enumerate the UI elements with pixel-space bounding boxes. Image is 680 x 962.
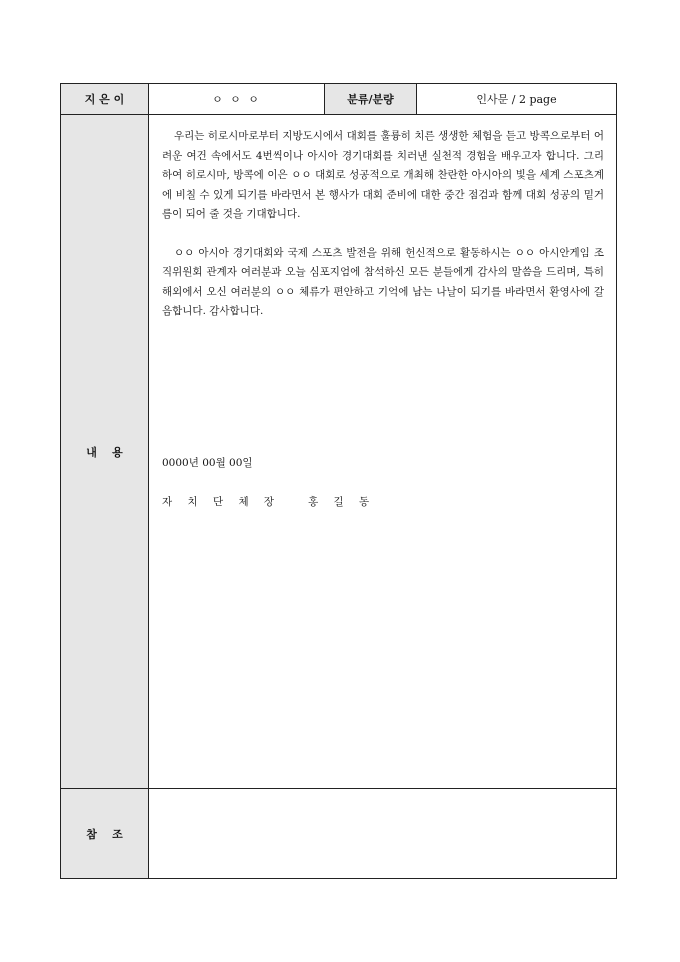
document-form-table — [60, 83, 617, 879]
header-row — [61, 84, 616, 115]
content-body — [149, 115, 616, 788]
author-value: ㅇ ㅇ ㅇ — [149, 84, 325, 114]
content-paragraph-1: 우리는 히로시마로부터 지방도시에서 대회를 훌륭히 치른 생생한 체험을 듣고 방콕으로부터 어려운 여건 속에서도 4번씩이나 아시아 경기대회를 치러낸 실천적 경험을 배우고자 합니다. 그리하여 히로시마, 방콕에 이은 ㅇㅇ 대회로 성공적으로 개최해 찬란한 아시아의 빛을 세계 스포츠계에 비칠 수 있게 되기를 바라면서 본 행사가 대회 준비에 대한 중간 점검과 함께 대회 성공의 밑거름이 되어 줄 것을 기대합니다. — [162, 130, 604, 220]
category-value: 인사문 / 2 page — [476, 93, 557, 106]
document-date: 0000년 00월 00일 — [162, 457, 253, 469]
reference-value — [149, 789, 616, 878]
signer-name: 자 치 단 체 장 홍 길 동 — [162, 496, 376, 508]
category-label: 분류/분량 — [325, 84, 417, 114]
reference-row — [61, 789, 616, 878]
content-paragraph-2: ㅇㅇ 아시아 경기대회와 국제 스포츠 발전을 위해 헌신적으로 활동하시는 ㅇㅇ 아시안게임 조직위원회 관계자 여러분과 오늘 심포지엄에 참석하신 모든 분들에게 감사의 말씀을 드리며, 특히 해외에서 오신 여러분의 ㅇㅇ 체류가 편안하고 기억에 남는 나날이 되기를 바라면서 환영사에 갈음합니다. 감사합니다. — [162, 246, 604, 317]
reference-label: 참 조 — [61, 789, 149, 878]
content-label: 내 용 — [61, 115, 149, 788]
content-row — [61, 115, 616, 789]
author-label: 지 은 이 — [61, 84, 149, 114]
